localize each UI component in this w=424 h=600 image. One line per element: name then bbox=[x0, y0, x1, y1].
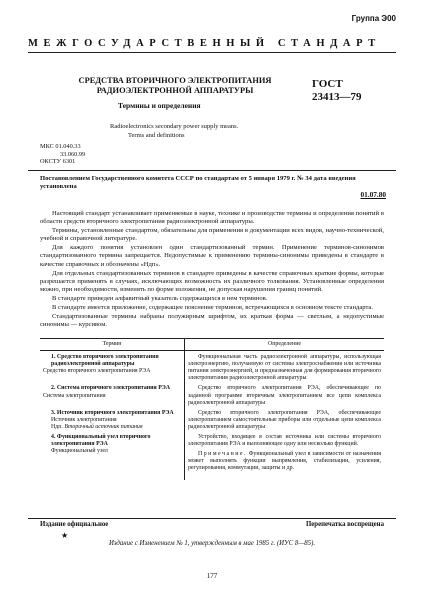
paragraph: Настоящий стандарт устанавливает применяемые в науке, технике и производстве термины и определения понятий в области средств вторичного электропитания радиоэлектронной аппаратуры. bbox=[40, 210, 384, 226]
ndp-prefix: Ндп. bbox=[51, 423, 63, 430]
table-row bbox=[40, 410, 384, 434]
body-text bbox=[40, 210, 384, 330]
term-4-short: Функциональный узел bbox=[51, 448, 108, 455]
term-3: 3. Источник вторичного электропитания РЭА bbox=[51, 409, 174, 416]
definition-2: Средство вторичного электропитания РЭА, обеспечивающее по заданной программе вторичным электропитанием все цепи комплекса радиоэлектронной аппаратуры bbox=[187, 385, 381, 406]
paragraph: Для отдельных стандартизованных терминов в стандарте приведены в качестве справочных краткие формы, которые разрешается применять в случаях, исключающих возможность их различного толкования. Установленные определения можно, при необходимости, изменять по форме изложения, не допуская нарушения границ понятий. bbox=[40, 269, 384, 293]
star-icon: ★ bbox=[61, 531, 69, 540]
term-2-short: Система электропитания bbox=[43, 392, 106, 399]
footer-divider bbox=[28, 518, 396, 519]
term-4: 4. Функциональный узел вторичного электропитания РЭА bbox=[51, 434, 151, 448]
english-title-line-1: Radioelectronics secondary power supply means. bbox=[110, 123, 239, 130]
title-line-2: РАДИОЭЛЕКТРОННОЙ АППАРАТУРЫ bbox=[96, 86, 254, 95]
mks-code-2: 33.060.99 bbox=[60, 150, 86, 158]
definition-3: Средство вторичного электропитания РЭА, обеспечивающее электропитанием самостоятельные приборы или отдельные цепи комплекса радиоэлектронной аппаратуры bbox=[187, 409, 381, 430]
term-1: 1. Средство вторичного электропитания радиоэлектронной аппаратуры bbox=[51, 354, 159, 368]
ndp-synonym: Вторичный источник питания bbox=[64, 423, 143, 430]
definition-1: Функциональная часть радиоэлектронной аппаратуры, использующая электроэнергию, получаемую от системы электроснабжения или источника питания электроэнергией, и предназначенная для формирования вторичного электропитания радиоэлектронной аппаратуры bbox=[187, 354, 381, 382]
gost-number bbox=[312, 78, 362, 104]
paragraph: Для каждого понятия установлен один стандартизованный термин. Применение терминов-синонимов стандартизованного термина запрещается. Недопустимые к применению термины-синонимы приведены в стандарте в качестве справочных и обозначены «Ндп». bbox=[40, 244, 384, 268]
page-number: 177 bbox=[206, 572, 218, 580]
decree-text: Постановлением Государственного комитета СССР по стандартам от 5 января 1979 г. № 34 дата введения установлена bbox=[40, 175, 356, 191]
term-cell bbox=[40, 434, 184, 479]
document-title bbox=[70, 76, 280, 96]
classifiers bbox=[40, 143, 85, 166]
english-title-line-2: Terms and definitions bbox=[128, 131, 185, 139]
definition-cell bbox=[184, 385, 384, 409]
definition-cell bbox=[184, 410, 384, 434]
official-edition-label: Издание официальное bbox=[40, 521, 109, 528]
definition-cell bbox=[184, 434, 384, 479]
table-row bbox=[40, 385, 384, 409]
title-line-1: СРЕДСТВА ВТОРИЧНОГО ЭЛЕКТРОПИТАНИЯ bbox=[78, 76, 272, 85]
gost-code: 23413—79 bbox=[312, 91, 362, 103]
note-label: Примечание. bbox=[197, 451, 247, 458]
definition-4-note bbox=[188, 451, 381, 472]
term-3-short: Источник электропитания bbox=[51, 416, 117, 423]
top-divider bbox=[28, 52, 396, 53]
header-term: Термин bbox=[40, 339, 184, 351]
table-row bbox=[40, 434, 384, 479]
paragraph: Стандартизованные термины набраны полужирным шрифтом, их краткая форма — светлым, а недопустимые синонимы — курсивом. bbox=[40, 313, 384, 329]
intro-date: 01.07.80 bbox=[360, 190, 386, 199]
term-1-short: Средство вторичного электропитания РЭА bbox=[43, 368, 151, 375]
paragraph: В стандарте имеется приложение, содержащее пояснение терминов, встречающихся в основном тексте стандарта. bbox=[52, 304, 374, 312]
term-cell bbox=[40, 351, 184, 386]
document-subtitle: Термины и определения bbox=[118, 101, 201, 110]
gost-label: ГОСТ bbox=[312, 78, 343, 90]
reprint-prohibited-label: Перепечатка воспрещена bbox=[306, 521, 384, 528]
edition-note: Издание с Изменением № 1, утвержденным в мае 1985 г. (ИУС 8—85). bbox=[108, 540, 316, 547]
note-text: Функциональный узел в зависимости от назначения может выполнять функции выпрямления, стабилизации, усиления, регулирования, коммутации, защиты и др. bbox=[187, 451, 381, 472]
header-divider bbox=[28, 170, 396, 171]
mks-code-1: МКС 01.040.33 bbox=[40, 143, 81, 150]
english-title bbox=[110, 123, 290, 140]
group-code: Группа Э00 bbox=[351, 14, 396, 23]
term-3-ndp bbox=[43, 424, 181, 431]
paragraph: В стандарте приведен алфавитный указатель содержащихся в нем терминов. bbox=[52, 294, 268, 302]
header-definition: Определение bbox=[184, 339, 384, 351]
paragraph: Термины, установленные стандартом, обязательны для применения в документации всех видов, научно-технической, учебной и справочной литературе. bbox=[40, 227, 384, 243]
standard-banner: МЕЖГОСУДАРСТВЕННЫЙ СТАНДАРТ bbox=[28, 38, 381, 49]
table-row bbox=[40, 351, 384, 386]
definition-cell bbox=[184, 351, 384, 386]
term-cell bbox=[40, 385, 184, 409]
term-cell bbox=[40, 410, 184, 434]
definition-4: Устройство, входящее в состав источника или системы вторичного электропитания РЭА и выполняющее одну или несколько функций. bbox=[187, 434, 381, 448]
terms-table bbox=[40, 338, 384, 480]
table-header-row bbox=[40, 339, 384, 351]
okstu-code: ОКСТУ 6301 bbox=[40, 158, 76, 166]
term-2: 2. Система вторичного электропитания РЭА bbox=[51, 385, 171, 392]
